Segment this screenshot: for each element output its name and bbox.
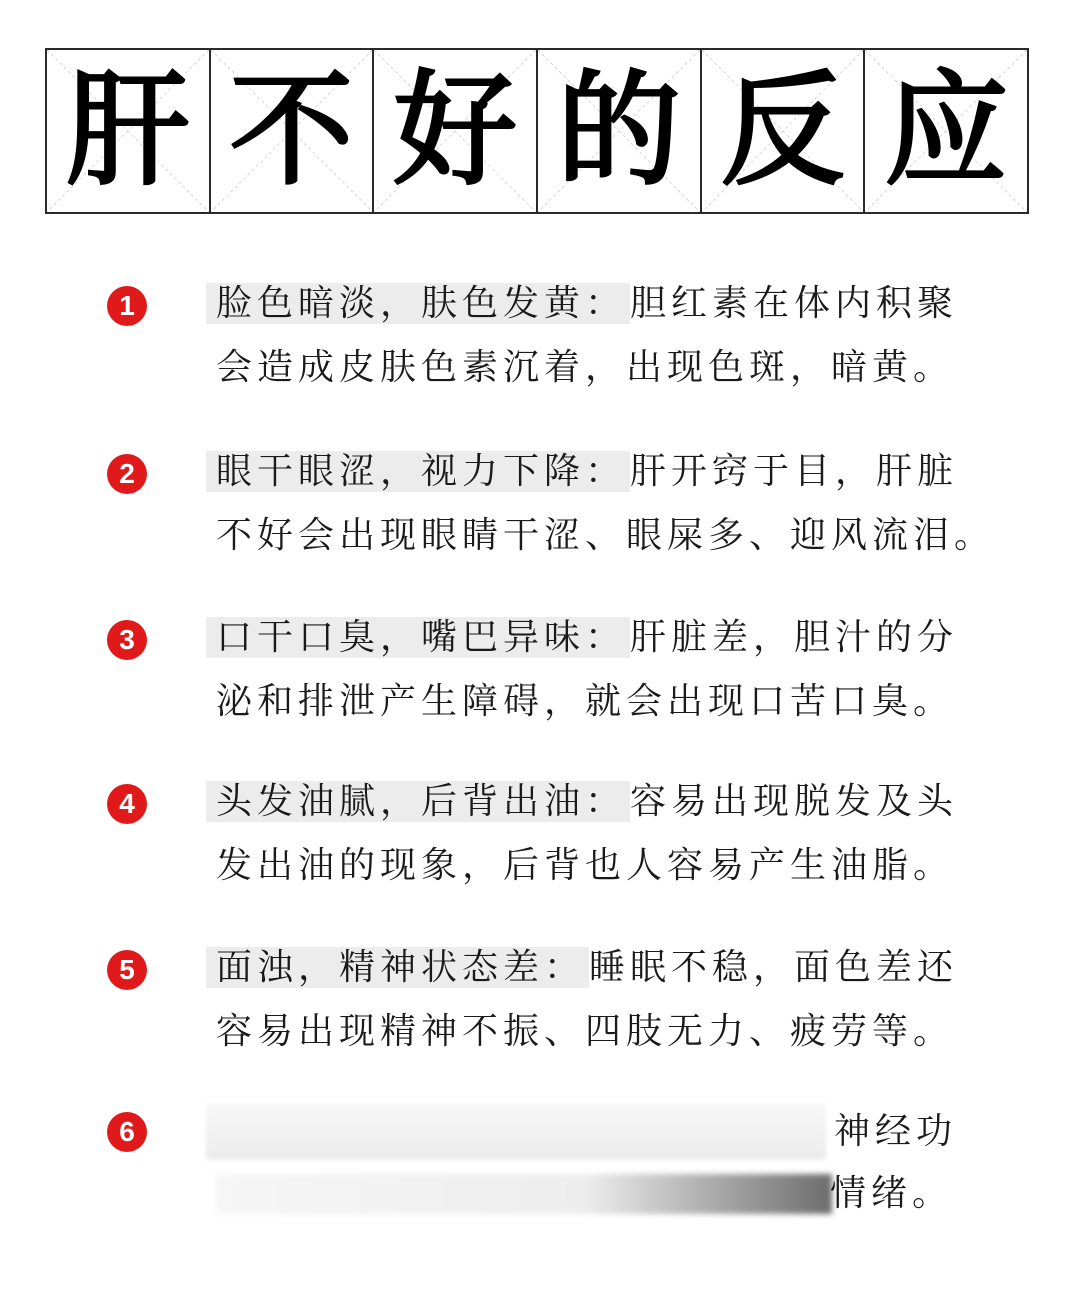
item-heading: 面浊，精神状态差： xyxy=(206,947,589,988)
title-char: 不 xyxy=(229,59,354,203)
number-badge: 2 xyxy=(107,454,147,494)
item-line-1 xyxy=(206,940,958,996)
item-line-1 xyxy=(206,444,958,500)
number-badge: 5 xyxy=(107,950,147,990)
title-cell xyxy=(702,50,866,212)
item-text: 胆红素在体内积聚 xyxy=(630,283,959,324)
title-char: 反 xyxy=(720,59,845,203)
item-text: 肝脏差，胆汁的分 xyxy=(630,617,959,658)
item-text: 睡眠不稳，面色差还 xyxy=(589,947,959,988)
item-line-2: 不好会出现眼睛干涩、眼屎多、迎风流泪。 xyxy=(216,515,996,556)
item-line-1 xyxy=(206,610,958,666)
item-line-2-visible: 情绪。 xyxy=(830,1173,954,1214)
item-line-1-visible: 神经功 xyxy=(834,1111,958,1152)
item-line-1 xyxy=(206,774,958,830)
number-badge: 4 xyxy=(107,784,147,824)
item-line-2: 容易出现精神不振、四肢无力、疲劳等。 xyxy=(216,1011,955,1052)
blurred-heading xyxy=(206,1104,826,1160)
item-line-1 xyxy=(206,276,958,332)
item-heading: 眼干眼涩，视力下降： xyxy=(206,451,630,492)
title-cell xyxy=(47,50,211,212)
item-line-2: 发出油的现象，后背也人容易产生油脂。 xyxy=(216,845,955,886)
title-cell xyxy=(374,50,538,212)
title-cell xyxy=(865,50,1027,212)
item-heading: 口干口臭，嘴巴异味： xyxy=(206,617,630,658)
item-line-2: 会造成皮肤色素沉着，出现色斑，暗黄。 xyxy=(216,347,955,388)
item-text: 肝开窍于目，肝脏 xyxy=(630,451,959,492)
number-badge: 6 xyxy=(107,1112,147,1152)
item-heading: 脸色暗淡，肤色发黄： xyxy=(206,283,630,324)
title-char: 应 xyxy=(884,59,1009,203)
item-text: 容易出现脱发及头 xyxy=(630,781,959,822)
title-char: 肝 xyxy=(65,59,190,203)
title-char: 的 xyxy=(556,59,681,203)
title-cell xyxy=(211,50,375,212)
blurred-text xyxy=(216,1174,832,1214)
number-badge: 1 xyxy=(107,286,147,326)
title-grid xyxy=(45,48,1029,214)
item-line-2: 泌和排泄产生障碍，就会出现口苦口臭。 xyxy=(216,681,955,722)
item-heading: 头发油腻，后背出油： xyxy=(206,781,630,822)
number-badge: 3 xyxy=(107,620,147,660)
title-cell xyxy=(538,50,702,212)
title-char: 好 xyxy=(393,59,518,203)
